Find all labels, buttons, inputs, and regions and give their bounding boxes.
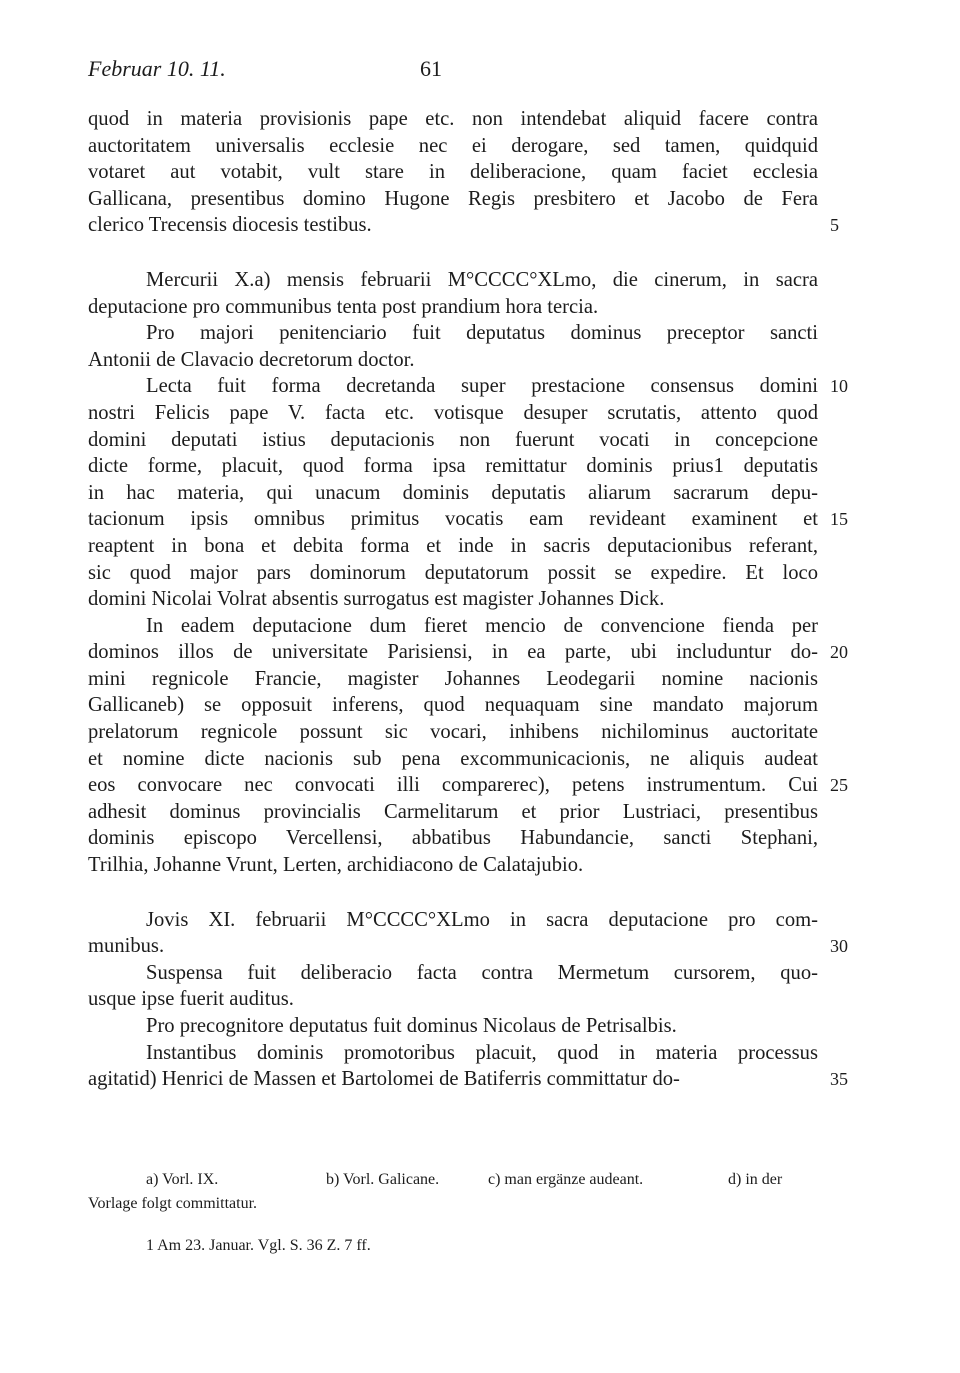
line-text: auctoritatem universalis ecclesie nec ei derogare, sed tamen, quidquid [88, 134, 818, 157]
line-text: in hac materia, qui unacum dominis deputatis aliarum sacrarum depu- [88, 481, 818, 504]
text-line [88, 480, 818, 507]
line-text: Pro majori penitenciario fuit deputatus dominus preceptor sancti [146, 322, 818, 345]
paragraph [88, 373, 848, 612]
text-line [88, 719, 818, 746]
line-number: 15 [830, 509, 848, 530]
line-number: 10 [830, 376, 848, 397]
text-line [88, 639, 848, 666]
line-text: clerico Trecensis diocesis testibus. [88, 214, 372, 237]
text-line [88, 746, 818, 773]
line-text: adhesit dominus provincialis Carmelitarum et prior Lustriaci, presentibus [88, 800, 818, 823]
page-number: 61 [420, 56, 442, 81]
line-number: 30 [830, 936, 848, 957]
line-text: munibus. [88, 935, 165, 958]
footnotes [88, 1168, 818, 1258]
paragraph [88, 613, 848, 879]
text-line [88, 613, 818, 640]
footnote-d: d) in der [728, 1171, 783, 1188]
text-line [88, 506, 848, 533]
line-text: tacionum ipsis omnibus primitus vocatis eam revideant examinent et [88, 508, 818, 531]
line-text: domini deputati istius deputacionis non fuerunt vocati in concepcione [88, 428, 818, 451]
line-text: Lecta fuit forma decretanda super prestacione consensus domini [146, 375, 818, 398]
text-line [88, 825, 818, 852]
line-number: 5 [830, 215, 839, 236]
line-text: Gallicana, presentibus domino Hugone Regis presbitero et Jacobo de Fera [88, 187, 818, 210]
text-line [88, 560, 818, 587]
footnote-b: b) Vorl. Galicane. [326, 1171, 440, 1188]
line-text: et nomine dicte nacionis sub pena excommunicacionis, ne aliquis audeat [88, 747, 818, 770]
line-text: reaptent in bona et debita forma et inde in sacris deputacionibus referant, [88, 534, 818, 557]
paragraph [88, 1040, 848, 1093]
text-line [88, 666, 818, 693]
text-line [88, 212, 839, 239]
text-line [88, 799, 818, 826]
line-text: In eadem deputacione dum fieret mencio de convencione fienda per [146, 614, 818, 637]
footnote-c: c) man ergänze audeant. [488, 1171, 644, 1188]
line-text: Mercurii X.a) mensis februarii M°CCCC°XLmo, die cinerum, in sacra [146, 268, 818, 291]
line-text: agitatid) Henrici de Massen et Bartolomei de Batiferris committatur do- [88, 1068, 680, 1091]
footnote-row [88, 1168, 818, 1192]
text-line [88, 133, 818, 160]
line-text: Jovis XI. februarii M°CCCC°XLmo in sacra deputacione pro com- [146, 908, 818, 931]
line-text: Suspensa fuit deliberacio facta contra Mermetum cursorem, quo- [146, 961, 818, 984]
line-text: eos convocare nec convocati illi comparerec), petens instrumentum. Cui [88, 774, 818, 797]
text-line [88, 907, 818, 934]
text-line [88, 772, 848, 799]
text-line [88, 1040, 818, 1067]
footnote-continuation: Vorlage folgt committatur. [88, 1195, 258, 1212]
line-text: dominos illos de universitate Parisiensi, in ea parte, ubi includuntur do- [88, 641, 818, 664]
line-text: Pro precognitore deputatus fuit dominus Nicolaus de Petrisalbis. [146, 1015, 677, 1037]
line-text: sic quod major pars dominorum deputatorum possit se expedire. Et loco [88, 561, 818, 584]
paragraph [88, 907, 848, 960]
text-line [88, 533, 818, 560]
line-text: dicte forme, placuit, quod forma ipsa remittatur dominis prius1 deputatis [88, 455, 818, 478]
paragraph [88, 267, 818, 320]
line-text: usque ipse fuerit auditus. [88, 988, 294, 1011]
footnote-reference-1: 1 Am 23. Januar. Vgl. S. 36 Z. 7 ff. [146, 1237, 371, 1254]
text-line [88, 1013, 818, 1040]
line-text: Instantibus dominis promotoribus placuit, quod in materia processus [146, 1041, 818, 1064]
text-line [88, 373, 848, 400]
line-text: Gallicaneb) se opposuit inferens, quod nequaquam sine mandato majorum [88, 694, 818, 717]
body-text [88, 106, 848, 1093]
line-text: domini Nicolai Volrat absentis surrogatus est magister Johannes Dick. [88, 588, 665, 611]
text-line [88, 267, 818, 294]
text-line [88, 320, 818, 347]
running-head: Februar 10. 11. [88, 56, 226, 81]
text-line [88, 986, 818, 1013]
line-number: 20 [830, 642, 848, 663]
paragraph [88, 106, 839, 239]
paragraph [88, 320, 818, 373]
text-line [88, 106, 818, 133]
paragraph [88, 1013, 818, 1040]
text-line [88, 960, 818, 987]
line-text: Antonii de Clavacio decretorum doctor. [88, 348, 415, 371]
text-line [88, 852, 818, 879]
text-line [88, 1066, 848, 1093]
line-text: nostri Felicis pape V. facta etc. votisque desuper scrutatis, attento quod [88, 401, 818, 424]
line-text: dominis episcopo Vercellensi, abbatibus Habundancie, sancti Stephani, [88, 827, 818, 850]
line-text: votaret aut votabit, vult stare in deliberacione, quam faciet ecclesia [88, 161, 818, 184]
text-line [88, 692, 818, 719]
line-text: deputacione pro communibus tenta post prandium hora tercia. [88, 295, 599, 318]
line-text: quod in materia provisionis pape etc. non intendebat aliquid facere contra [88, 108, 818, 130]
line-number: 25 [830, 775, 848, 796]
line-text: mini regnicole Francie, magister Johannes Leodegarii nomine nacionis [88, 667, 818, 690]
text-line [88, 427, 818, 454]
footnote-a: a) Vorl. IX. [146, 1171, 219, 1188]
page-header [88, 56, 818, 86]
text-line [88, 294, 818, 321]
text-line [88, 453, 818, 480]
text-line [88, 933, 848, 960]
line-number: 35 [830, 1069, 848, 1090]
paragraph [88, 960, 818, 1013]
line-text: prelatorum regnicole possunt sic vocari, inhibens nichilominus auctoritate [88, 721, 818, 744]
line-text: Trilhia, Johanne Vrunt, Lerten, archidiacono de Calatajubio. [88, 854, 584, 877]
text-line [88, 186, 818, 213]
text-line [88, 586, 818, 613]
text-line [88, 347, 818, 374]
text-line [88, 159, 818, 186]
text-line [88, 400, 818, 427]
